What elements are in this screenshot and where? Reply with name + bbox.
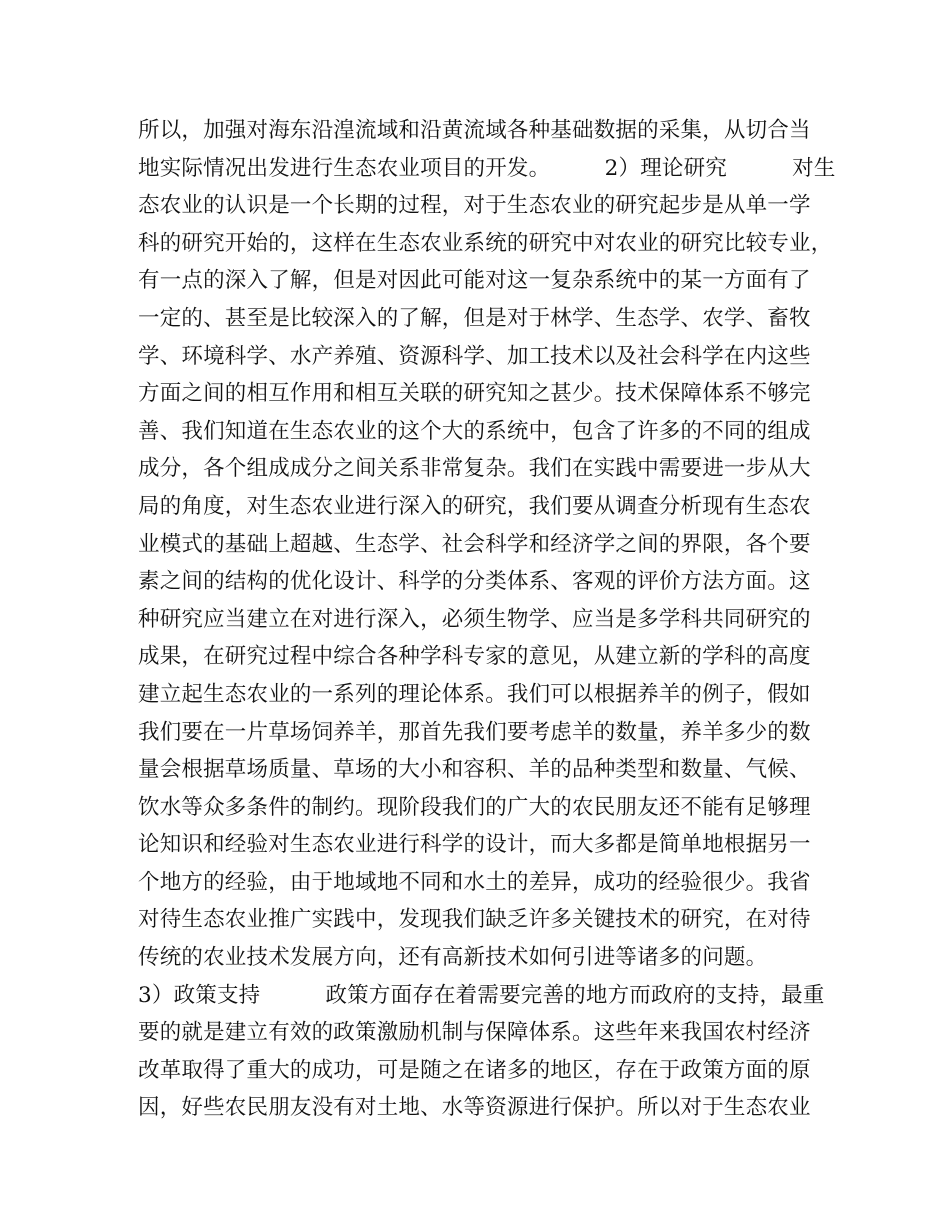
text-line: 方面之间的相互作用和相互关联的研究知之甚少。技术保障体系不够完 bbox=[138, 381, 811, 407]
text-line: 成果，在研究过程中综合各种学科专家的意见，从建立新的学科的高度 bbox=[138, 644, 811, 670]
text-line: 局的角度，对生态农业进行深入的研究，我们要从调查分析现有生态农 bbox=[138, 493, 811, 519]
text-line: 饮水等众多条件的制约。现阶段我们的广大的农民朋友还不能有足够理 bbox=[138, 794, 811, 820]
text-line: 个地方的经验，由于地域地不同和水土的差异，成功的经验很少。我省 bbox=[138, 869, 811, 895]
text-line: 量会根据草场质量、草场的大小和容积、羊的品种类型和数量、气候、 bbox=[138, 757, 811, 783]
body-text bbox=[138, 112, 836, 1127]
text-line: 改革取得了重大的成功，可是随之在诸多的地区，存在于政策方面的原 bbox=[138, 1057, 811, 1083]
text-line: 业模式的基础上超越、生态学、社会科学和经济学之间的界限，各个要 bbox=[138, 531, 811, 557]
text-line: 有一点的深入了解，但是对因此可能对这一复杂系统中的某一方面有了 bbox=[138, 268, 811, 294]
text-line: 所以，加强对海东沿湟流域和沿黄流域各种基础数据的采集，从切合当 bbox=[138, 118, 811, 143]
text-line: 善、我们知道在生态农业的这个大的系统中，包含了许多的不同的组成 bbox=[138, 418, 811, 444]
text-line: 学、环境科学、水产养殖、资源科学、加工技术以及社会科学在内这些 bbox=[138, 343, 811, 369]
text-line: 地实际情况出发进行生态农业项目的开发。 2）理论研究 对生 bbox=[138, 155, 836, 181]
text-line: 素之间的结构的优化设计、科学的分类体系、客观的评价方法方面。这 bbox=[138, 569, 811, 595]
text-line: 建立起生态农业的一系列的理论体系。我们可以根据养羊的例子，假如 bbox=[138, 681, 811, 707]
text-line: 种研究应当建立在对进行深入，必须生物学、应当是多学科共同研究的 bbox=[138, 606, 811, 632]
text-line: 因，好些农民朋友没有对土地、水等资源进行保护。所以对于生态农业 bbox=[138, 1095, 811, 1121]
text-line: 科的研究开始的，这样在生态农业系统的研究中对农业的研究比较专业， bbox=[138, 230, 833, 256]
text-line: 对待生态农业推广实践中，发现我们缺乏许多关键技术的研究，在对待 bbox=[138, 907, 811, 933]
text-line: 论知识和经验对生态农业进行科学的设计，而大多都是简单地根据另一 bbox=[138, 832, 811, 858]
text-line: 3）政策支持 政策方面存在着需要完善的地方而政府的支持，最重 bbox=[138, 982, 825, 1008]
text-line: 一定的、甚至是比较深入的了解，但是对于林学、生态学、农学、畜牧 bbox=[138, 305, 811, 331]
text-line: 成分，各个组成成分之间关系非常复杂。我们在实践中需要进一步从大 bbox=[138, 456, 811, 482]
text-line: 态农业的认识是一个长期的过程，对于生态农业的研究起步是从单一学 bbox=[138, 193, 811, 219]
text-line: 传统的农业技术发展方向，还有高新技术如何引进等诸多的问题。 bbox=[138, 945, 768, 971]
text-line: 要的就是建立有效的政策激励机制与保障体系。这些年来我国农村经济 bbox=[138, 1020, 811, 1046]
text-line: 我们要在一片草场饲养羊，那首先我们要考虑羊的数量，养羊多少的数 bbox=[138, 719, 811, 745]
